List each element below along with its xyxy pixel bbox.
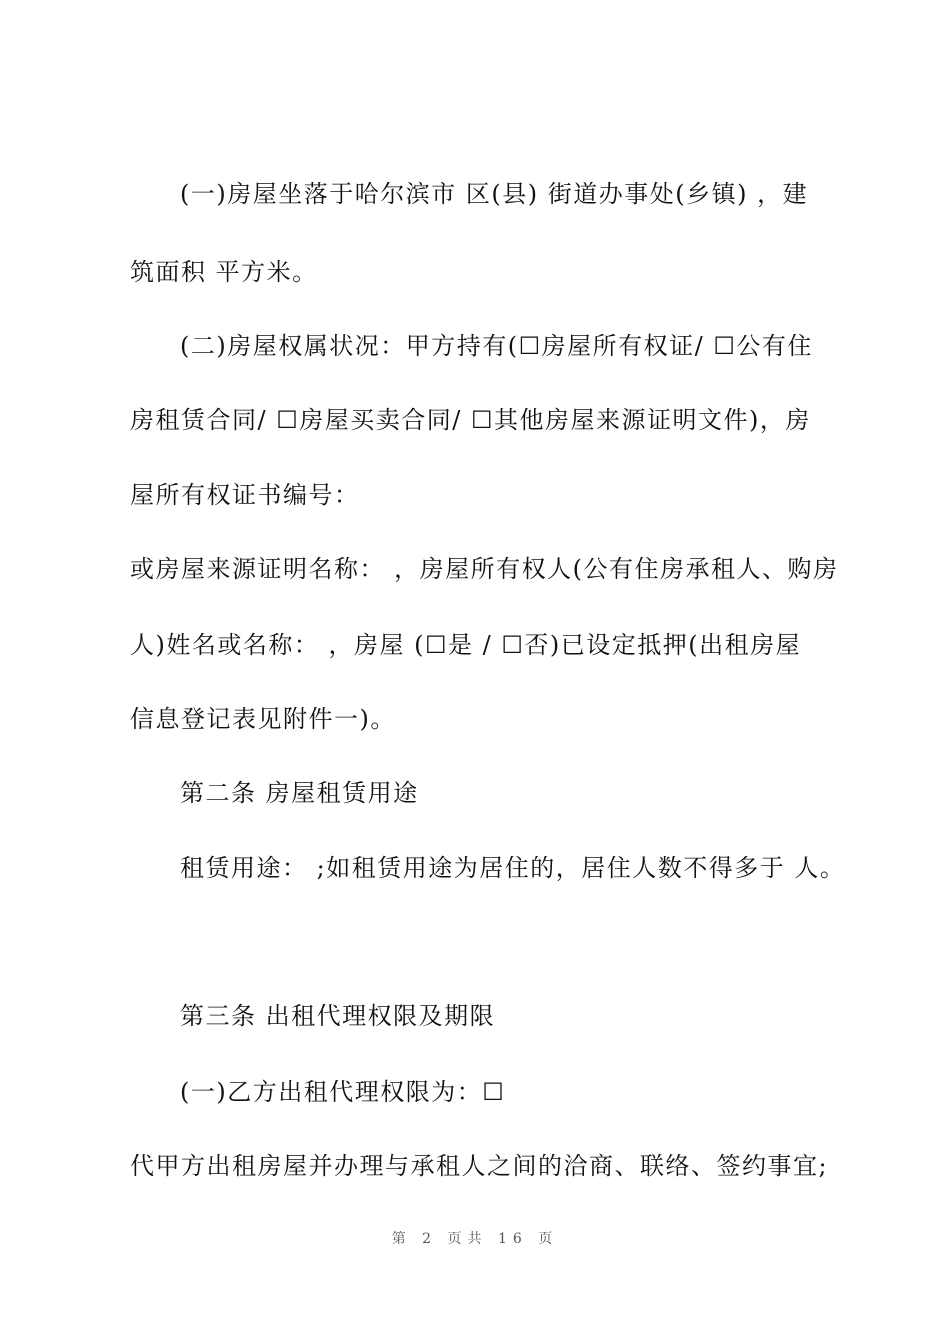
- section-heading: 第二条 房屋租赁用途: [180, 779, 419, 807]
- section-heading: 第三条 出租代理权限及期限: [180, 1002, 496, 1030]
- paragraph-line: 租赁用途： ;如租赁用途为居住的，居住人数不得多于 人。: [180, 854, 846, 882]
- paragraph-line: 或房屋来源证明名称： ，房屋所有权人(公有住房承租人、购房: [130, 555, 839, 583]
- paragraph-line: 筑面积 平方米。: [130, 258, 318, 286]
- paragraph-line: 信息登记表见附件一)。: [130, 705, 396, 733]
- paragraph-line: 人)姓名或名称： ，房屋 (☐是 / ☐否)已设定抵押(出租房屋: [130, 631, 802, 659]
- paragraph-line: 代甲方出租房屋并办理与承租人之间的洽商、联络、签约事宜;: [130, 1152, 829, 1180]
- paragraph-line: 屋所有权证书编号：: [130, 481, 360, 509]
- paragraph-line: (一)乙方出租代理权限为：☐: [180, 1078, 506, 1106]
- paragraph-line: 房租赁合同/ ☐房屋买卖合同/ ☐其他房屋来源证明文件)，房: [130, 406, 811, 434]
- page-number-footer: 第 2 页共 16 页: [391, 1231, 559, 1247]
- paragraph-line: (二)房屋权属状况：甲方持有(☐房屋所有权证/ ☐公有住: [180, 332, 813, 360]
- paragraph-line: (一)房屋坐落于哈尔滨市 区(县) 街道办事处(乡镇) ，建: [180, 180, 809, 208]
